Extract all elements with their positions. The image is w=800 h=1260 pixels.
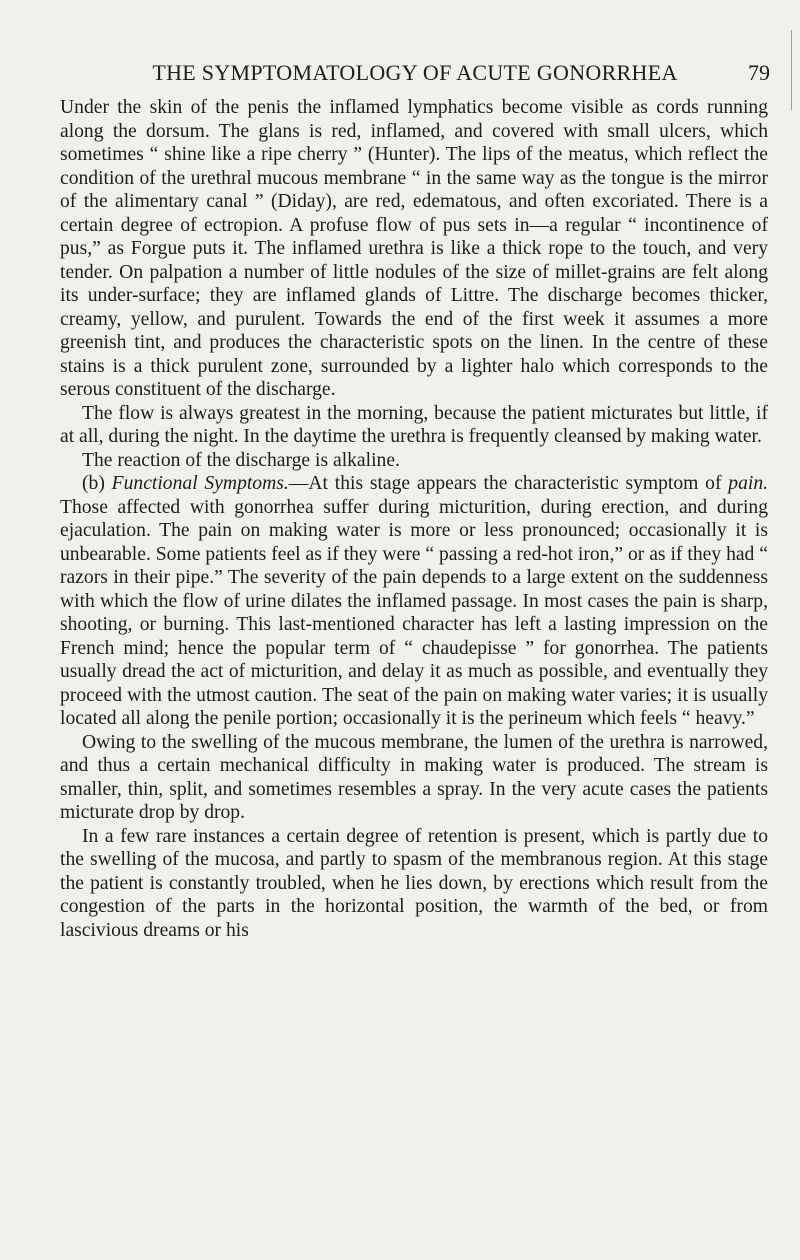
section-label: (b): [82, 473, 105, 494]
page-edge-line: [791, 30, 792, 110]
paragraph: The flow is always greatest in the morning, because the patient micturates but little, if at all, during the night. In the daytime the urethra is frequently cleansed by making water.: [60, 402, 768, 447]
emphasized-term: pain.: [728, 473, 769, 494]
paragraph: In a few rare instances a certain degree of retention is present, which is partly due to the swelling of the mucosa, and partly to spasm of the membranous region. At this stage the patient is constantly troubled, when he lies down, by erections which result from the congestion of the parts in the horizontal position, the warmth of the bed, or from lascivious dreams or his: [60, 825, 768, 941]
paragraph: Owing to the swelling of the mucous membrane, the lumen of the urethra is narrowed, and thus a certain mechanical difficulty in making water is produced. The stream is smaller, thin, split, and sometimes resembles a spray. In the very acute cases the patients micturate drop by drop.: [60, 731, 768, 823]
paragraph-text: —At this stage appears the characteristic symptom of: [288, 473, 729, 494]
running-title: THE SYMPTOMATOLOGY OF ACUTE GONORRHEA: [152, 60, 678, 85]
body-text: [60, 96, 768, 942]
paragraph: Under the skin of the penis the inflamed lymphatics become visible as cords running along the dorsum. The glans is red, inflamed, and covered with small ulcers, which sometimes “ shine like a ripe cherry ” (Hunter). The lips of the meatus, which reflect the condition of the urethral mucous membrane “ in the same way as the tongue is the mirror of the alimentary canal ” (Diday), are red, edematous, and often excoriated. There is a certain degree of ectropion. A profuse flow of pus sets in—a regular “ incontinence of pus,” as Forgue puts it. The inflamed urethra is like a thick rope to the touch, and very tender. On palpation a number of little nodules of the size of millet-grains are felt along its under-surface; they are inflamed glands of Littre. The discharge becomes thicker, creamy, yellow, and purulent. Towards the end of the first week it assumes a more greenish tint, and produces the characteristic spots on the linen. In the centre of these stains is a thick purulent zone, surrounded by a lighter halo which corresponds to the serous constituent of the discharge.: [60, 97, 768, 400]
paragraph: The reaction of the discharge is alkaline.: [82, 449, 400, 471]
running-head: [60, 60, 770, 90]
paragraph-text: Those affected with gonorrhea suffer during micturition, during erection, and during ejaculation. The pain on making water is more or less pronounced; occasionally it is unbearable. Some patients feel as if they were “ passing a red-hot iron,” or as if they had “ razors in their pipe.” The severity of the pain depends to a large extent on the suddenness with which the flow of urine dilates the inflamed passage. In most cases the pain is sharp, shooting, or burning. This last-mentioned character has left a lasting impression on the French mind; hence the popular term of “ chaudepisse ” for gonorrhea. The patients usually dread the act of micturition, and delay it as much as possible, and eventually they proceed with the utmost caution. The seat of the pain on making water varies; it is usually located all along the penile portion; occasionally it is the perineum which feels “ heavy.”: [60, 496, 768, 729]
paragraph: [60, 472, 768, 731]
page-number: 79: [748, 60, 770, 85]
section-heading: Functional Symptoms.: [111, 473, 289, 494]
